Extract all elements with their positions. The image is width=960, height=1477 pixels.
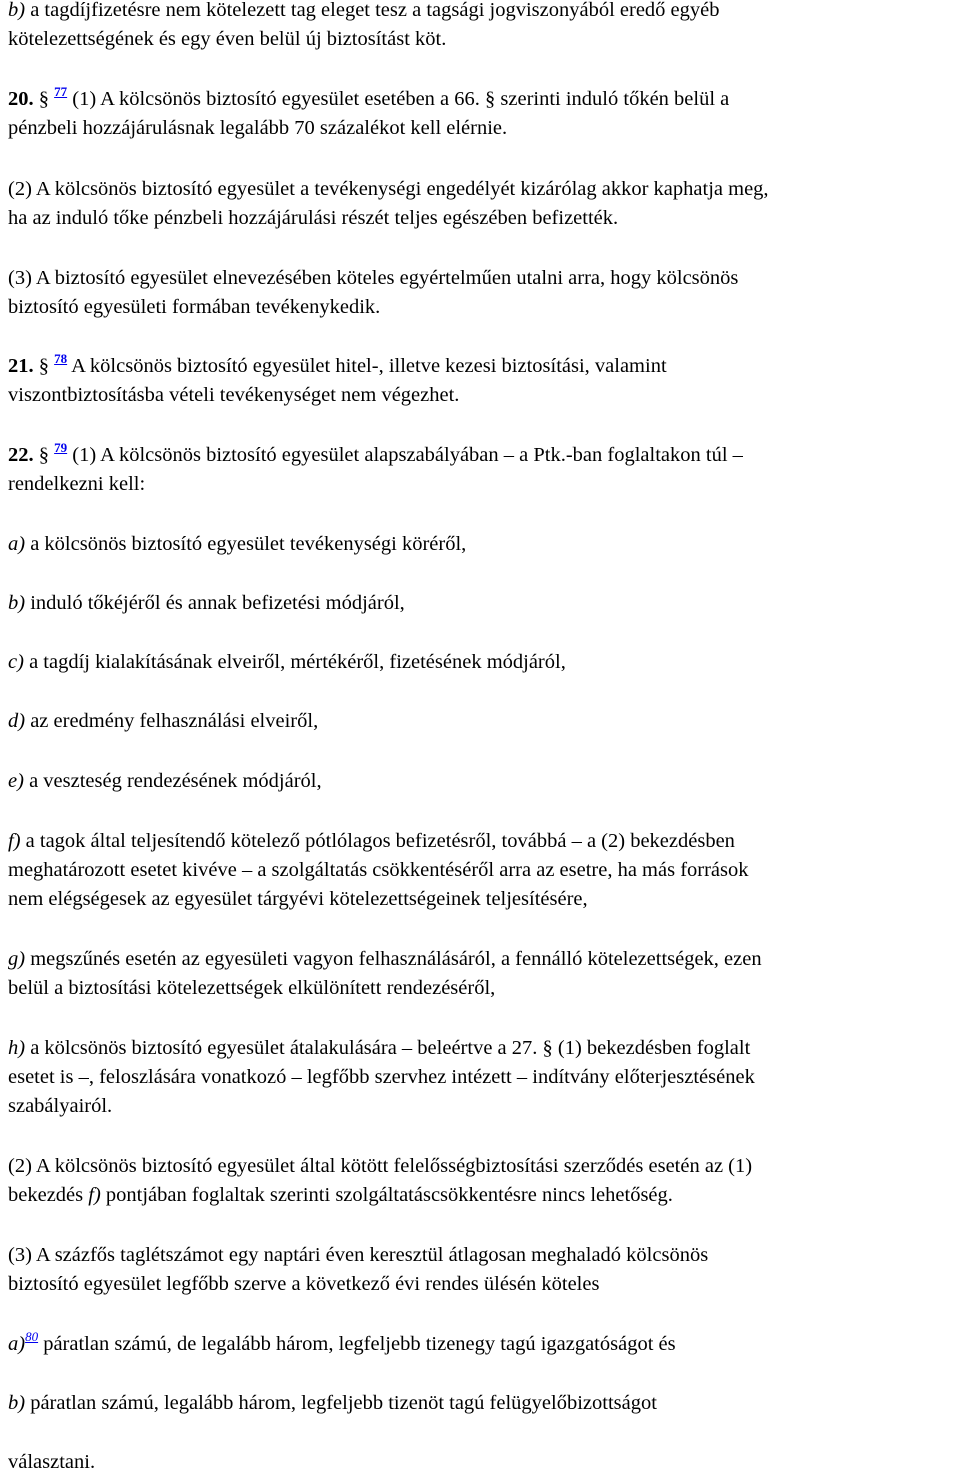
paragraph-text: (2) A kölcsönös biztosító egyesület által kötött felelősségbiztosítási szerződés esetén az (1) [8, 1155, 753, 1177]
section-number: 21. [8, 355, 34, 377]
paragraph-text: a tagdíjfizetésre nem kötelezett tag eleget tesz a tagsági jogviszonyából eredő egyéb [25, 0, 720, 21]
paragraph-text: az eredmény felhasználási elveiről, [25, 710, 319, 732]
footnote-link-80[interactable]: 80 [25, 1329, 39, 1344]
paragraph-text: nem elégségesek az egyesület tárgyévi kötelezettségeinek teljesítésére, [8, 888, 588, 910]
section-sign: § [38, 444, 49, 466]
sub-item-a [8, 1330, 960, 1359]
list-letter: g) [8, 948, 26, 970]
paragraph-text: a kölcsönös biztosító egyesület tevékenységi köréről, [25, 533, 467, 555]
paragraph-text: szabályairól. [8, 1095, 113, 1117]
list-item-d [8, 707, 960, 736]
section-22-paragraph-3 [8, 1241, 960, 1299]
section-22 [8, 441, 960, 499]
paragraph-text: (1) A kölcsönös biztosító egyesület esetében a 66. § szerinti induló tőkén belül a [67, 88, 730, 110]
paragraph-text: biztosító egyesület legfőbb szerve a következő évi rendes ülésén köteles [8, 1273, 600, 1295]
sub-item-b [8, 1389, 960, 1418]
section-20-paragraph-3 [8, 264, 960, 322]
paragraph-text: a veszteség rendezésének módjáról, [23, 770, 322, 792]
paragraph-text: viszontbiztosításba vételi tevékenységet nem végezhet. [8, 384, 460, 406]
section-21 [8, 352, 960, 410]
paragraph-text: a tagok által teljesítendő kötelező pótlólagos befizetésről, továbbá – a (2) bekezdésben [20, 830, 735, 852]
list-item-f [8, 827, 960, 914]
section-22-paragraph-2 [8, 1152, 960, 1210]
paragraph-text: belül a biztosítási kötelezettségek elkülönített rendezéséről, [8, 977, 496, 999]
paragraph-text: esetet is –, feloszlására vonatkozó – legfőbb szervhez intézett – indítvány előterjesztésének [8, 1066, 755, 1088]
section-sign: § [38, 355, 49, 377]
footnote-link-78[interactable]: 78 [54, 351, 68, 366]
paragraph-text: rendelkezni kell: [8, 473, 146, 495]
list-item-c [8, 648, 960, 677]
paragraph-text: kötelezettségének és egy éven belül új biztosítást köt. [8, 28, 447, 50]
list-letter: c) [8, 651, 24, 673]
section-number: 22. [8, 444, 34, 466]
paragraph-text: (1) A kölcsönös biztosító egyesület alapszabályában – a Ptk.-ban foglaltakon túl – [67, 444, 743, 466]
list-letter: b) [8, 592, 26, 614]
list-item-g [8, 945, 960, 1003]
list-letter: f) [8, 830, 21, 852]
paragraph-text: a tagdíj kialakításának elveiről, mértékéről, fizetésének módjáról, [23, 651, 566, 673]
list-letter: a) [8, 533, 26, 555]
section-20-paragraph-2 [8, 175, 960, 233]
paragraph-text: pénzbeli hozzájárulásnak legalább 70 százalékot kell elérnie. [8, 117, 508, 139]
paragraph-text: páratlan számú, legalább három, legfeljebb tizenöt tagú felügyelőbizottságot [25, 1392, 657, 1414]
paragraph-text: megszűnés esetén az egyesületi vagyon felhasználásáról, a fennálló kötelezettségek, ezen [25, 948, 762, 970]
list-item-e [8, 767, 960, 796]
paragraph-text: ha az induló tőke pénzbeli hozzájárulási részét teljes egészében befizették. [8, 207, 619, 229]
point-reference: f) [88, 1184, 101, 1206]
list-letter: b) [8, 0, 26, 21]
list-letter: e) [8, 770, 24, 792]
list-item-b [8, 589, 960, 618]
paragraph-text: bekezdés [8, 1184, 89, 1206]
paragraph-text: meghatározott esetet kivéve – a szolgáltatás csökkentéséről arra az esetre, ha más források [8, 859, 749, 881]
paragraph-text: választani. [8, 1451, 96, 1473]
paragraph-text: (2) A kölcsönös biztosító egyesület a tevékenységi engedélyét kizárólag akkor kaphatja meg, [8, 178, 769, 200]
paragraph-text: a kölcsönös biztosító egyesület átalakulására – beleértve a 27. § (1) bekezdésben foglalt [25, 1037, 751, 1059]
list-letter: a) [8, 1333, 26, 1355]
paragraph-text: biztosító egyesületi formában tevékenykedik. [8, 296, 381, 318]
paragraph-text: (3) A biztosító egyesület elnevezésében köteles egyértelműen utalni arra, hogy kölcsönös [8, 267, 739, 289]
paragraph-text: páratlan számú, de legalább három, legfeljebb tizenegy tagú igazgatóságot és [38, 1333, 676, 1355]
section-sign: § [38, 88, 49, 110]
list-letter: h) [8, 1037, 26, 1059]
paragraph-text: (3) A százfős taglétszámot egy naptári éven keresztül átlagosan meghaladó kölcsönös [8, 1244, 709, 1266]
list-item-h [8, 1034, 960, 1121]
footnote-link-77[interactable]: 77 [54, 84, 68, 99]
paragraph-b-continuation [8, 0, 960, 54]
paragraph-text: induló tőkéjéről és annak befizetési módjáról, [25, 592, 405, 614]
list-letter: d) [8, 710, 26, 732]
list-letter: b) [8, 1392, 26, 1414]
footnote-link-79[interactable]: 79 [54, 440, 68, 455]
section-number: 20. [8, 88, 34, 110]
paragraph-text: A kölcsönös biztosító egyesület hitel-, illetve kezesi biztosítási, valamint [67, 355, 667, 377]
paragraph-text: pontjában foglaltak szerinti szolgáltatáscsökkentésre nincs lehetőség. [100, 1184, 673, 1206]
section-20 [8, 85, 960, 143]
list-item-a [8, 530, 960, 559]
